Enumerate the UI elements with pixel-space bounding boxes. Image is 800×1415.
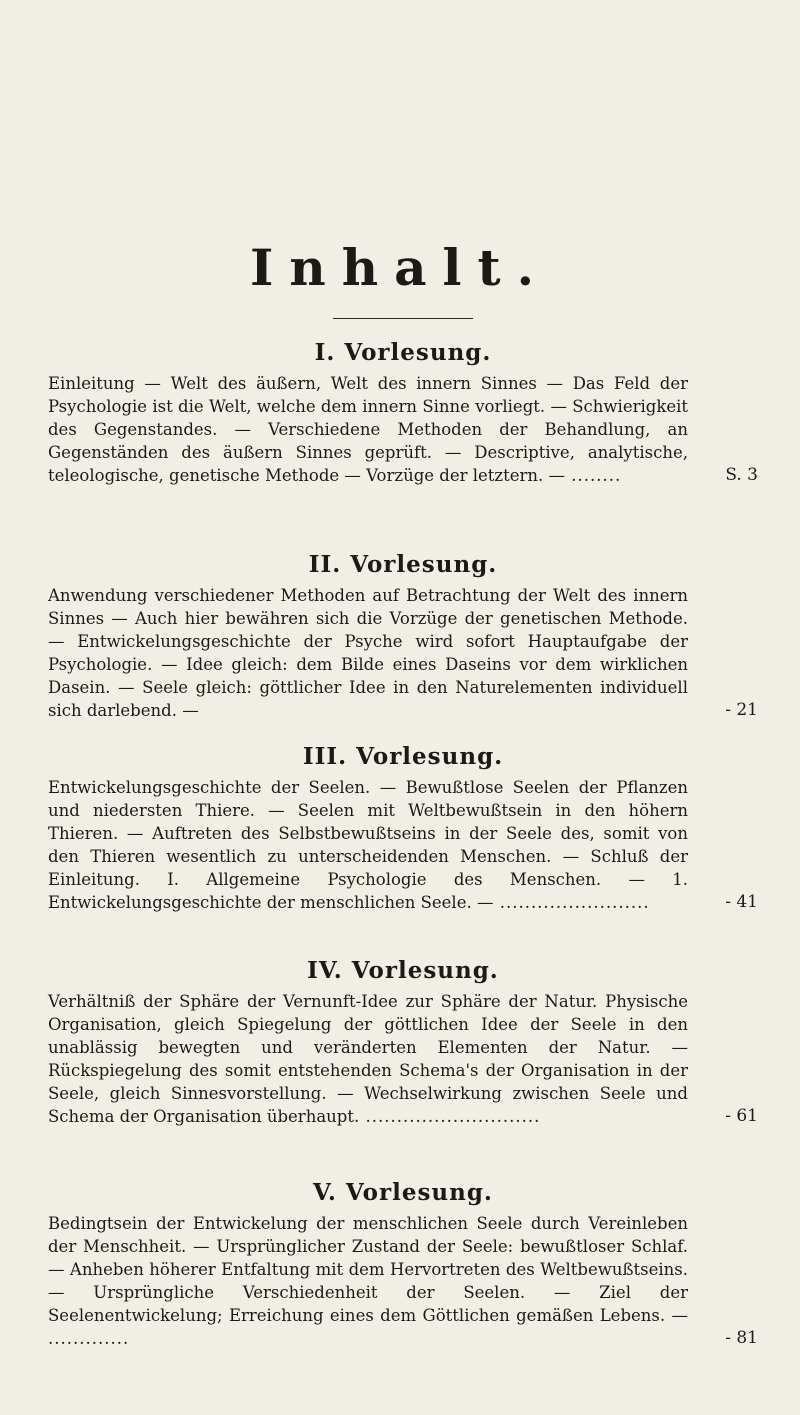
lecture-3 [48,742,758,914]
title-rule [333,318,473,319]
lecture-summary [48,776,758,914]
lecture-summary [48,1212,758,1350]
page-reference: - 21 [725,700,758,720]
lecture-1 [48,338,758,487]
lecture-heading: IV. Vorlesung. [307,957,499,984]
lecture-4 [48,956,758,1128]
lecture-text: Entwickelungsgeschichte der Seelen. — Bewußtlose Seelen der Pflanzen und niedersten Thiere. — Seelen mit Weltbewußtsein in den höhern Thieren. — Auftreten des Selbstbewußtseins in der Seele des, somit von den Thieren wesentlich zu unterscheidenden Menschen. — Schluß der Einleitung. I. Allgemeine Psychologie des Menschen. — 1. Entwickelungsgeschichte der menschlichen Seele. — [48,778,688,912]
lecture-heading: III. Vorlesung. [302,743,504,770]
leader-dots: ........ [565,466,622,485]
lecture-text: Verhältniß der Sphäre der Vernunft-Idee zur Sphäre der Natur. Physische Organisation, gleich Spiegelung der göttlichen Idee der Seele in den unablässig bewegten und veränderten Elementen der Natur. — Rückspiegelung des somit entstehenden Schema's der Organisation in der Seele, gleich Sinnesvorstellung. — Wechselwirkung zwischen Seele und Schema der Organisation überhaupt. [48,992,688,1126]
lecture-2 [48,550,758,722]
lecture-text: Bedingtsein der Entwickelung der menschlichen Seele durch Vereinleben der Menschheit. — Ursprünglicher Zustand der Seele: bewußtloser Schlaf. — Anheben höherer Entfaltung mit dem Hervortreten des Weltbewußtseins. — Ursprüngliche Verschiedenheit der Seelen. — Ziel der Seelenentwickelung; Erreichung eines dem Göttlichen gemäßen Lebens. — [48,1214,688,1325]
leader-dots: ............................ [359,1107,541,1126]
leader-dots: ........................ [493,893,650,912]
lecture-text: Anwendung verschiedener Methoden auf Betrachtung der Welt des innern Sinnes — Auch hier bewähren sich die Vorzüge der genetischen Methode. — Entwickelungsgeschichte der Psyche wird sofort Hauptaufgabe der Psychologie. — Idee gleich: dem Bilde eines Daseins vor dem wirklichen Dasein. — Seele gleich: göttlicher Idee in den Naturelementen individuell sich darlebend. — [48,586,688,720]
lecture-summary [48,990,758,1128]
lecture-summary [48,372,758,487]
lecture-5 [48,1178,758,1350]
lecture-heading: I. Vorlesung. [314,339,492,366]
leader-dots: ............. [48,1329,130,1348]
page-reference: - 81 [725,1328,758,1348]
lecture-heading: V. Vorlesung. [313,1179,493,1206]
page-reference: - 61 [725,1106,758,1126]
page-reference: S. 3 [725,465,758,485]
lecture-summary [48,584,758,722]
lecture-text: Einleitung — Welt des äußern, Welt des innern Sinnes — Das Feld der Psychologie ist die Welt, welche dem innern Sinne vorliegt. — Schwierigkeit des Gegenstandes. — Verschiedene Methoden der Behandlung, an Gegenständen des äußern Sinnes geprüft. — Descriptive, analytische, teleologische, genetische Methode — Vorzüge der letztern. — [48,374,688,485]
page-reference: - 41 [725,892,758,912]
lecture-heading: II. Vorlesung. [308,551,498,578]
page-title: Inhalt. [250,238,550,297]
